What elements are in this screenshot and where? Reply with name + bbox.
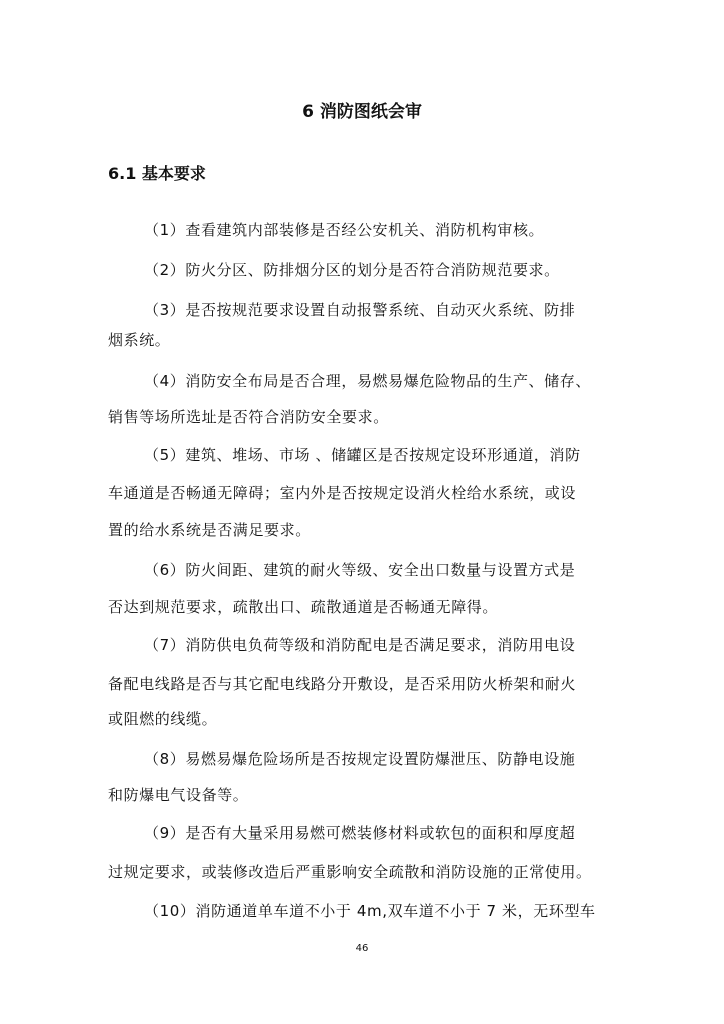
page-title: 6 消防图纸会审 [302,102,422,122]
paragraph-line: （4）消防安全布局是否合理，易燃易爆危险物品的生产、储存、 [144,372,591,390]
paragraph-line: 或阻燃的线缆。 [108,710,218,728]
paragraph-line: （1）查看建筑内部装修是否经公安机关、消防机构审核。 [144,221,545,239]
paragraph-line: （3）是否按规范要求设置自动报警系统、自动灭火系统、防排 [144,301,576,319]
paragraph-line: （7）消防供电负荷等级和消防配电是否满足要求，消防用电设 [144,636,576,654]
paragraph-line: 销售等场所选址是否符合消防安全要求。 [108,408,389,426]
paragraph-line: （9）是否有大量采用易燃可燃装修材料或软包的面积和厚度超 [144,824,576,842]
paragraph-line: 否达到规范要求，疏散出口、疏散通道是否畅通无障得。 [108,598,499,616]
paragraph-line: 烟系统。 [108,331,171,349]
paragraph-line: 备配电线路是否与其它配电线路分开敷设，是否采用防火桥架和耐火 [108,675,577,693]
section-heading: 6.1 基本要求 [108,164,206,183]
paragraph-line: （10）消防通道单车道不小于 4m,双车道不小于 7 米，无环型车 [144,902,596,920]
paragraph-line: （2）防火分区、防排烟分区的划分是否符合消防规范要求。 [144,261,560,279]
paragraph-line: 过规定要求，或装修改造后严重影响安全疏散和消防设施的正常使用。 [108,863,592,881]
paragraph-line: （6）防火间距、建筑的耐火等级、安全出口数量与设置方式是 [144,561,576,579]
paragraph-line: 车通道是否畅通无障碍；室内外是否按规定设消火栓给水系统，或设 [108,484,577,502]
paragraph-line: （5）建筑、堆场、市场 、储罐区是否按规定设环形通道，消防 [144,446,581,464]
paragraph-line: （8）易燃易爆危险场所是否按规定设置防爆泄压、防静电设施 [144,750,576,768]
paragraph-line: 置的给水系统是否满足要求。 [108,521,311,539]
paragraph-line: 和防爆电气设备等。 [108,786,249,804]
page-number: 46 [355,943,369,954]
